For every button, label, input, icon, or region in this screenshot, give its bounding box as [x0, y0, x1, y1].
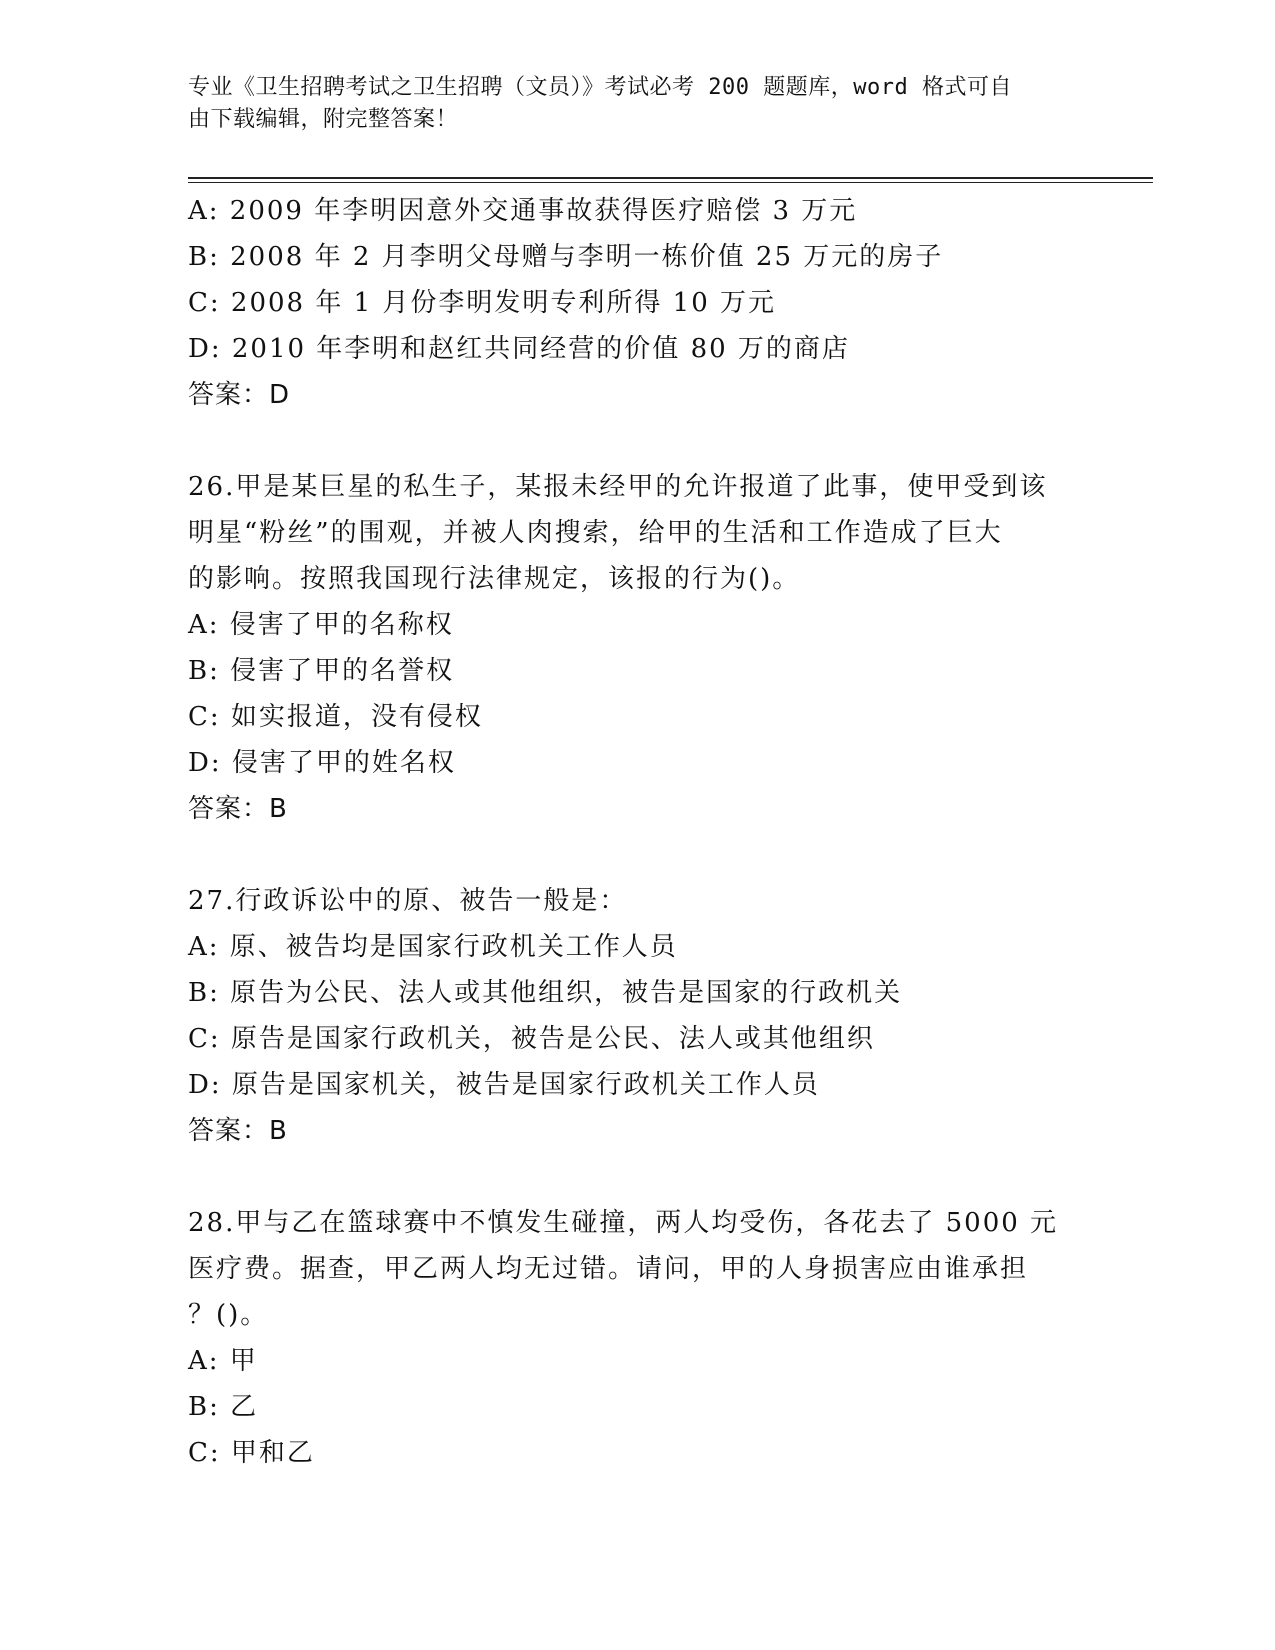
answer-line: 答案：B	[188, 1116, 288, 1146]
question-27	[188, 878, 1148, 1154]
option-a: A: 侵害了甲的名称权	[188, 610, 454, 640]
question-stem-line: 27.行政诉讼中的原、被告一般是：	[188, 886, 628, 916]
question-stem-line: 明星“粉丝”的围观，并被人肉搜索，给甲的生活和工作造成了巨大	[188, 518, 1003, 548]
header-rule-thin	[188, 182, 1153, 183]
question-content	[188, 188, 1148, 1476]
header-line-2: 由下载编辑，附完整答案！	[188, 107, 459, 132]
document-header	[188, 72, 1088, 136]
option-b: B: 侵害了甲的名誉权	[188, 656, 455, 686]
answer-line: 答案：B	[188, 794, 288, 824]
option-b: B: 乙	[188, 1392, 259, 1422]
option-d: D: 原告是国家机关，被告是国家行政机关工作人员	[188, 1070, 820, 1100]
option-c: C: 甲和乙	[188, 1438, 315, 1468]
question-28	[188, 1200, 1148, 1476]
option-c: C: 如实报道，没有侵权	[188, 702, 483, 732]
question-stem-line: 28.甲与乙在篮球赛中不慎发生碰撞，两人均受伤，各花去了 5000 元	[188, 1208, 1059, 1238]
option-b: B: 2008 年 2 月李明父母赠与李明一栋价值 25 万元的房子	[188, 242, 944, 272]
option-a: A: 2009 年李明因意外交通事故获得医疗赔偿 3 万元	[188, 196, 858, 226]
answer-line: 答案：D	[188, 380, 291, 410]
header-rule-thick	[188, 177, 1153, 179]
option-d: D: 侵害了甲的姓名权	[188, 748, 456, 778]
option-c: C: 2008 年 1 月份李明发明专利所得 10 万元	[188, 288, 777, 318]
question-stem-line: 26.甲是某巨星的私生子，某报未经甲的允许报道了此事，使甲受到该	[188, 472, 1048, 502]
question-stem-line: 的影响。按照我国现行法律规定，该报的行为()。	[188, 564, 801, 594]
question-stem-line: 医疗费。据查，甲乙两人均无过错。请问，甲的人身损害应由谁承担	[188, 1254, 1029, 1284]
option-b: B: 原告为公民、法人或其他组织，被告是国家的行政机关	[188, 978, 903, 1008]
option-a: A: 甲	[188, 1346, 258, 1376]
header-line-1: 专业《卫生招聘考试之卫生招聘（文员）》考试必考 200 题题库，word 格式可自	[188, 75, 1012, 100]
question-25-tail	[188, 188, 1148, 418]
question-stem-line: ？()。	[188, 1300, 269, 1330]
option-c: C: 原告是国家行政机关，被告是公民、法人或其他组织	[188, 1024, 875, 1054]
option-a: A: 原、被告均是国家行政机关工作人员	[188, 932, 678, 962]
option-d: D: 2010 年李明和赵红共同经营的价值 80 万的商店	[188, 334, 850, 364]
question-26	[188, 464, 1148, 832]
